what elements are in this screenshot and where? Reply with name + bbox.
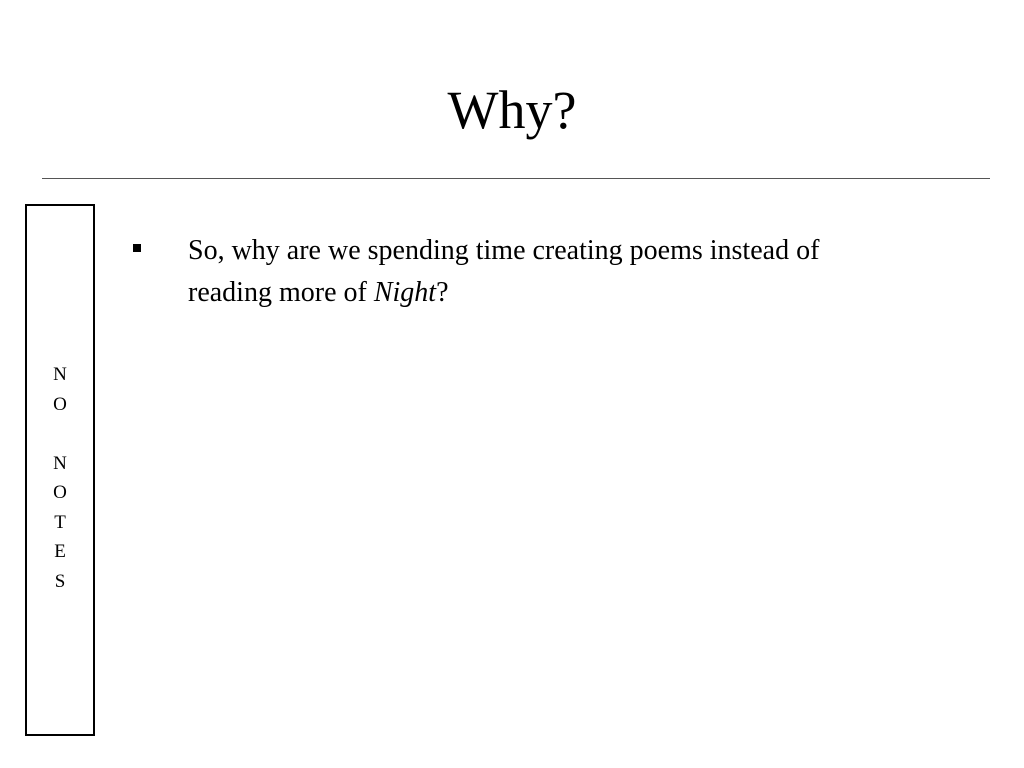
- bullet-text: [188, 235, 819, 308]
- title-divider: [42, 178, 990, 179]
- notes-letter: S: [54, 570, 66, 592]
- notes-letter: N: [53, 452, 67, 474]
- notes-letter: T: [54, 511, 66, 533]
- notes-letter-spacer: [27, 419, 93, 449]
- bullet-text-italic-title: Night: [373, 277, 437, 308]
- bullet-item: [130, 230, 850, 314]
- square-bullet-icon: [133, 244, 141, 252]
- no-notes-label: [27, 360, 93, 596]
- notes-letter: E: [54, 541, 66, 562]
- notes-letter: O: [53, 393, 67, 415]
- slide-title: Why?: [447, 80, 577, 140]
- no-notes-box: [25, 204, 95, 736]
- notes-letter: N: [53, 364, 67, 385]
- bullet-list: [130, 230, 850, 314]
- bullet-text-punctuation: ?: [436, 277, 449, 308]
- notes-letter: O: [53, 482, 67, 503]
- bullet-text-regular: So, why are we spending time creating poems instead of reading more of: [188, 235, 820, 308]
